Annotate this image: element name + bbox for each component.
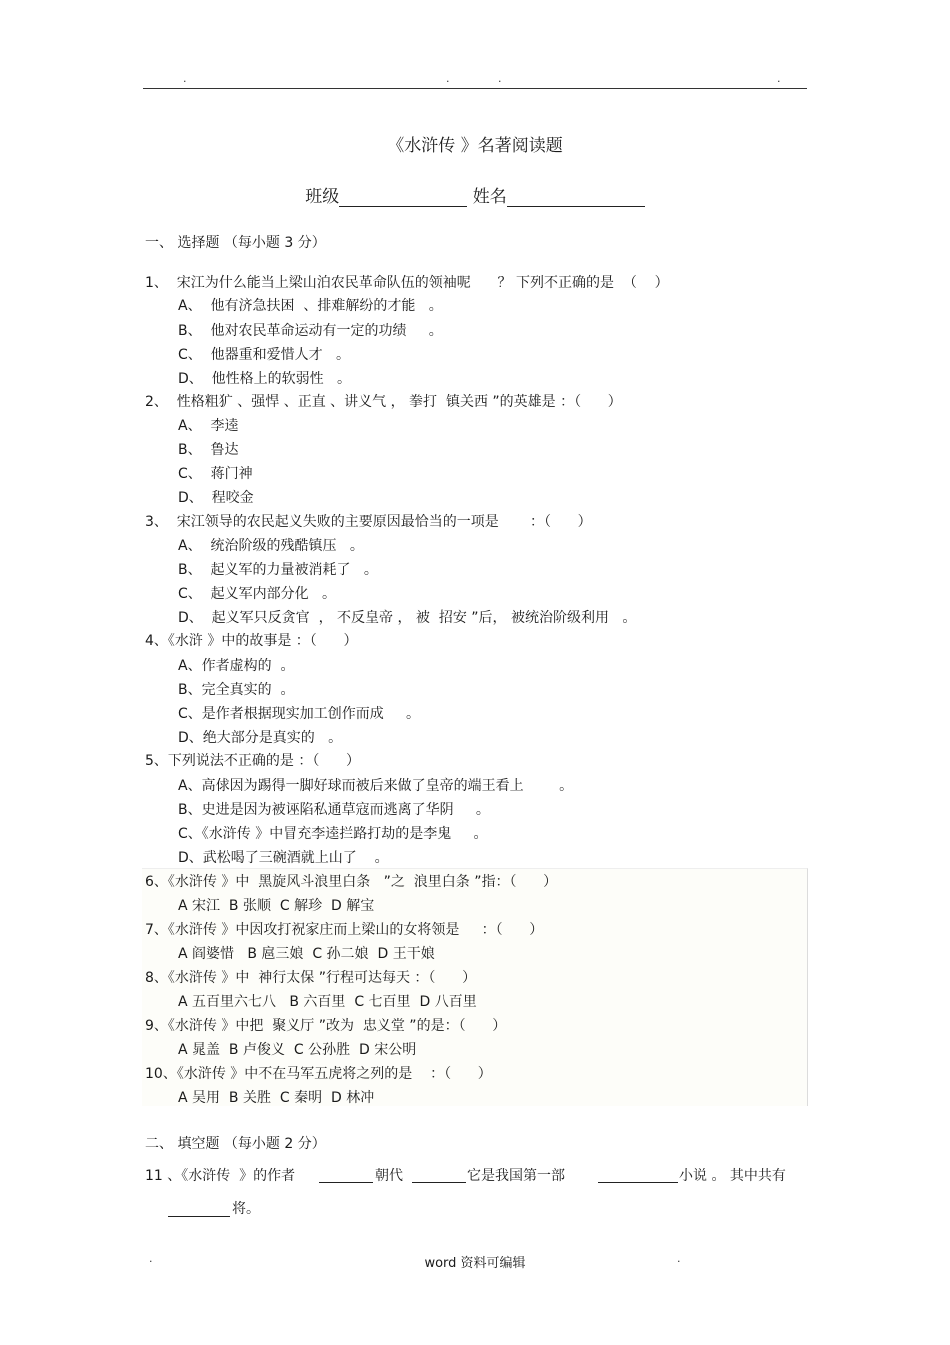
options-line: A 晁盖 B 卢俊义 C 公孙胜 D 宋公明 bbox=[178, 1042, 417, 1058]
question-11-text: 将。 bbox=[232, 1201, 260, 1217]
fill-blank bbox=[168, 1197, 230, 1217]
question-4: 4、《水浒 》中的故事是 ：（ ） bbox=[145, 633, 358, 649]
footer-dot: . bbox=[149, 1252, 153, 1265]
page-title: 《水浒传 》名著阅读题 bbox=[387, 136, 563, 156]
option: B、 起义军的力量被消耗了 。 bbox=[178, 562, 378, 578]
header-dot: . bbox=[777, 72, 781, 85]
option: B、 鲁达 bbox=[178, 442, 239, 458]
option: A、 他有济急扶困 、排难解纷的才能 。 bbox=[178, 298, 443, 314]
options-line: A 吴用 B 关胜 C 秦明 D 林冲 bbox=[178, 1090, 375, 1106]
question-10: 10、《水浒传 》中不在马军五虎将之列的是 ：（ ） bbox=[145, 1066, 492, 1082]
options-line: A 五百里六七八 B 六百里 C 七百里 D 八百里 bbox=[178, 994, 477, 1010]
question-11-text: 朝代 bbox=[375, 1168, 403, 1184]
question-6: 6、《水浒传 》中 黑旋风斗浪里白条 ”之 浪里白条 ”指：（ ） bbox=[145, 874, 558, 890]
fill-blank bbox=[412, 1163, 466, 1183]
option: C、 起义军内部分化 。 bbox=[178, 586, 337, 602]
option: D、武松喝了三碗酒就上山了 。 bbox=[178, 850, 389, 866]
student-info-line bbox=[0, 182, 950, 207]
header-rule bbox=[143, 88, 807, 89]
option: A、 李逵 bbox=[178, 418, 239, 434]
question-11-text: 小说 。 其中共有 bbox=[679, 1168, 786, 1184]
question-7: 7、《水浒传 》中因攻打祝家庄而上梁山的女将领是 ：（ ） bbox=[145, 922, 544, 938]
option: C、是作者根据现实加工创作而成 。 bbox=[178, 706, 421, 722]
class-blank bbox=[339, 188, 467, 207]
question-1: 1、 宋江为什么能当上梁山泊农民革命队伍的领袖呢 ？ 下列不正确的是 （ ） bbox=[145, 275, 669, 291]
footer-dot: . bbox=[677, 1252, 681, 1265]
question-9: 9、《水浒传 》中把 聚义厅 ”改为 忠义堂 ”的是：（ ） bbox=[145, 1018, 507, 1034]
option: A、 统治阶级的残酷镇压 。 bbox=[178, 538, 364, 554]
option: D、绝大部分是真实的 。 bbox=[178, 730, 343, 746]
options-line: A 阎婆惜 B 扈三娘 C 孙二娘 D 王干娘 bbox=[178, 946, 435, 962]
question-11-text: 它是我国第一部 bbox=[467, 1168, 565, 1184]
options-line: A 宋江 B 张顺 C 解珍 D 解宝 bbox=[178, 898, 375, 914]
option: D、 起义军只反贪官 ， 不反皇帝 ， 被 招安 ”后， 被统治阶级利用 。 bbox=[178, 610, 637, 626]
question-8: 8、《水浒传 》中 神行太保 ”行程可达每天 ：（ ） bbox=[145, 970, 477, 986]
option: B、史进是因为被诬陷私通草寇而逃离了华阴 。 bbox=[178, 802, 490, 818]
section-heading-fill: 二、 填空题 （每小题 2 分） bbox=[145, 1136, 326, 1152]
fill-blank bbox=[598, 1163, 678, 1183]
option: C、 他器重和爱惜人才 。 bbox=[178, 347, 351, 363]
question-5: 5、下列说法不正确的是 ：（ ） bbox=[145, 753, 361, 769]
class-label: 班级 bbox=[305, 187, 340, 207]
option: B、 他对农民革命运动有一定的功绩 。 bbox=[178, 323, 443, 339]
option: A、高俅因为踢得一脚好球而被后来做了皇帝的端王看上 。 bbox=[178, 778, 574, 794]
header-dot: . bbox=[498, 72, 502, 85]
option: B、完全真实的 。 bbox=[178, 682, 295, 698]
name-label: 姓名 bbox=[472, 187, 507, 207]
question-11: 11 、《水浒传 》的作者 bbox=[145, 1168, 296, 1184]
section-heading-choice: 一、 选择题 （每小题 3 分） bbox=[145, 235, 326, 251]
option: D、 程咬金 bbox=[178, 490, 254, 506]
option: A、作者虚构的 。 bbox=[178, 658, 295, 674]
page-footer: word 资料可编辑 bbox=[424, 1256, 526, 1271]
option: D、 他性格上的软弱性 。 bbox=[178, 371, 352, 387]
option: C、 蒋门神 bbox=[178, 466, 253, 482]
option: C、《水浒传 》中冒充李逵拦路打劫的是李鬼 。 bbox=[178, 826, 488, 842]
header-dot: . bbox=[183, 72, 187, 85]
header-dot: . bbox=[446, 72, 450, 85]
question-3: 3、 宋江领导的农民起义失败的主要原因最恰当的一项是 ：（ ） bbox=[145, 514, 592, 530]
fill-blank bbox=[319, 1163, 373, 1183]
name-blank bbox=[507, 188, 645, 207]
question-2: 2、 性格粗犷 、强悍 、正直 、讲义气 ， 拳打 镇关西 ”的英雄是 ：（ ） bbox=[145, 394, 622, 410]
